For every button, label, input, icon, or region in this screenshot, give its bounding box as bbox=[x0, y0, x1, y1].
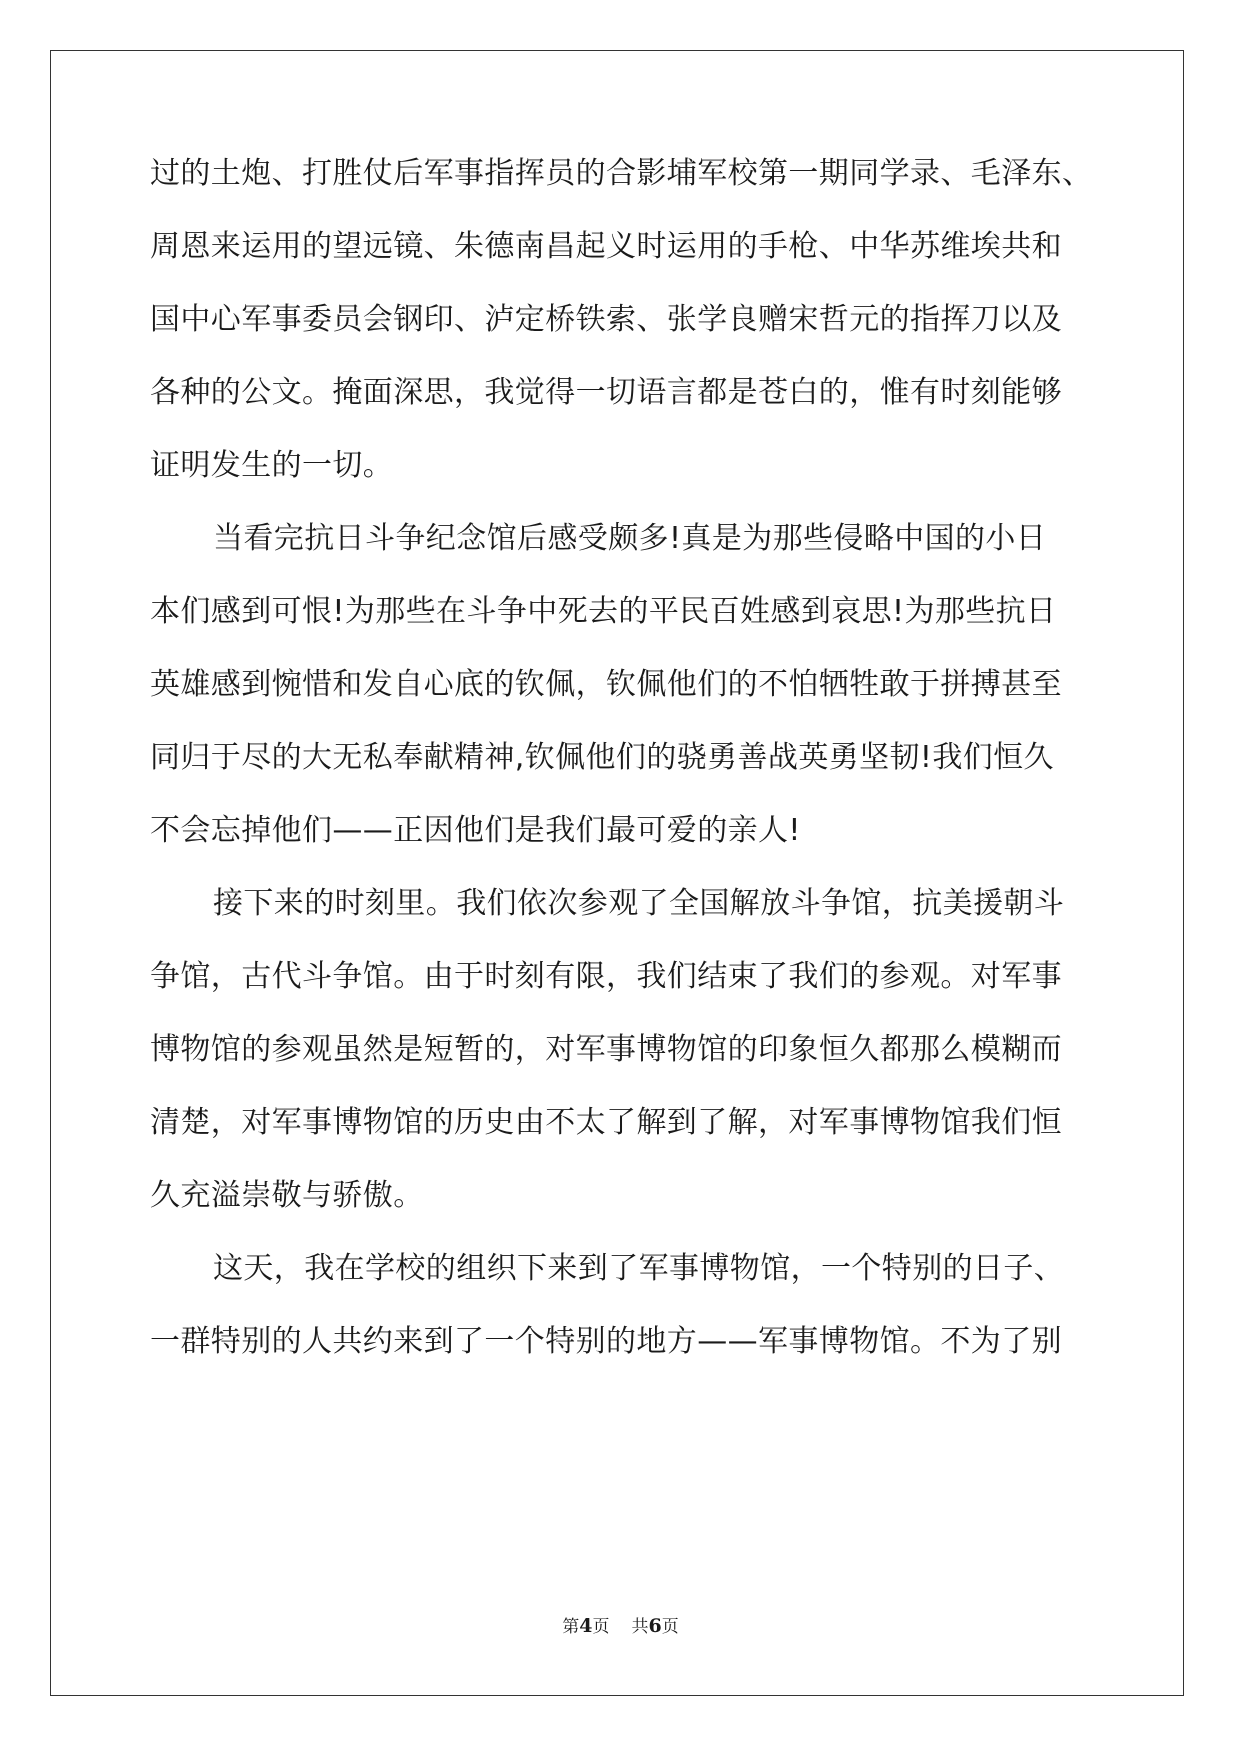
paragraph-line: 本们感到可恨!为那些在斗争中死去的平民百姓感到哀思!为那些抗日 bbox=[150, 594, 1057, 629]
paragraph-line: 接下来的时刻里。我们依次参观了全国解放斗争馆，抗美援朝斗 bbox=[213, 886, 1065, 921]
paragraph-line: 同归于尽的大无私奉献精神,钦佩他们的骁勇善战英勇坚韧!我们恒久 bbox=[150, 740, 1054, 775]
total-suffix: 页 bbox=[661, 1617, 679, 1637]
page-suffix: 页 bbox=[592, 1617, 610, 1637]
paragraph-line: 当看完抗日斗争纪念馆后感受颇多!真是为那些侵略中国的小日 bbox=[213, 521, 1047, 556]
paragraph-line: 博物馆的参观虽然是短暂的，对军事博物馆的印象恒久都那么模糊而 bbox=[150, 1032, 1062, 1067]
paragraph-line: 周恩来运用的望远镜、朱德南昌起义时运用的手枪、中华苏维埃共和 bbox=[150, 229, 1062, 264]
page-footer bbox=[0, 1614, 1241, 1639]
page-total-number: 6 bbox=[648, 1615, 662, 1637]
page-current-number: 4 bbox=[579, 1615, 593, 1637]
paragraph-line: 一群特别的人共约来到了一个特别的地方——军事博物馆。不为了别 bbox=[150, 1324, 1062, 1359]
paragraph-line: 国中心军事委员会钢印、泸定桥铁索、张学良赠宋哲元的指挥刀以及 bbox=[150, 302, 1062, 337]
paragraph-line: 不会忘掉他们——正因他们是我们最可爱的亲人! bbox=[150, 813, 801, 848]
page-border bbox=[50, 50, 1184, 1696]
paragraph-line: 过的土炮、打胜仗后军事指挥员的合影埔军校第一期同学录、毛泽东、 bbox=[150, 156, 1093, 191]
paragraph-line: 英雄感到惋惜和发自心底的钦佩，钦佩他们的不怕牺牲敢于拼搏甚至 bbox=[150, 667, 1062, 702]
paragraph-line: 各种的公文。掩面深思，我觉得一切语言都是苍白的，惟有时刻能够 bbox=[150, 375, 1062, 410]
paragraph-line: 争馆，古代斗争馆。由于时刻有限，我们结束了我们的参观。对军事 bbox=[150, 959, 1062, 994]
page-prefix: 第 bbox=[562, 1617, 580, 1637]
paragraph-line: 清楚，对军事博物馆的历史由不太了解到了解，对军事博物馆我们恒 bbox=[150, 1105, 1062, 1140]
total-prefix: 共 bbox=[631, 1617, 649, 1637]
paragraph-line: 久充溢崇敬与骄傲。 bbox=[150, 1178, 424, 1213]
paragraph-line: 证明发生的一切。 bbox=[150, 448, 394, 483]
paragraph-line: 这天，我在学校的组织下来到了军事博物馆，一个特别的日子、 bbox=[213, 1251, 1065, 1286]
